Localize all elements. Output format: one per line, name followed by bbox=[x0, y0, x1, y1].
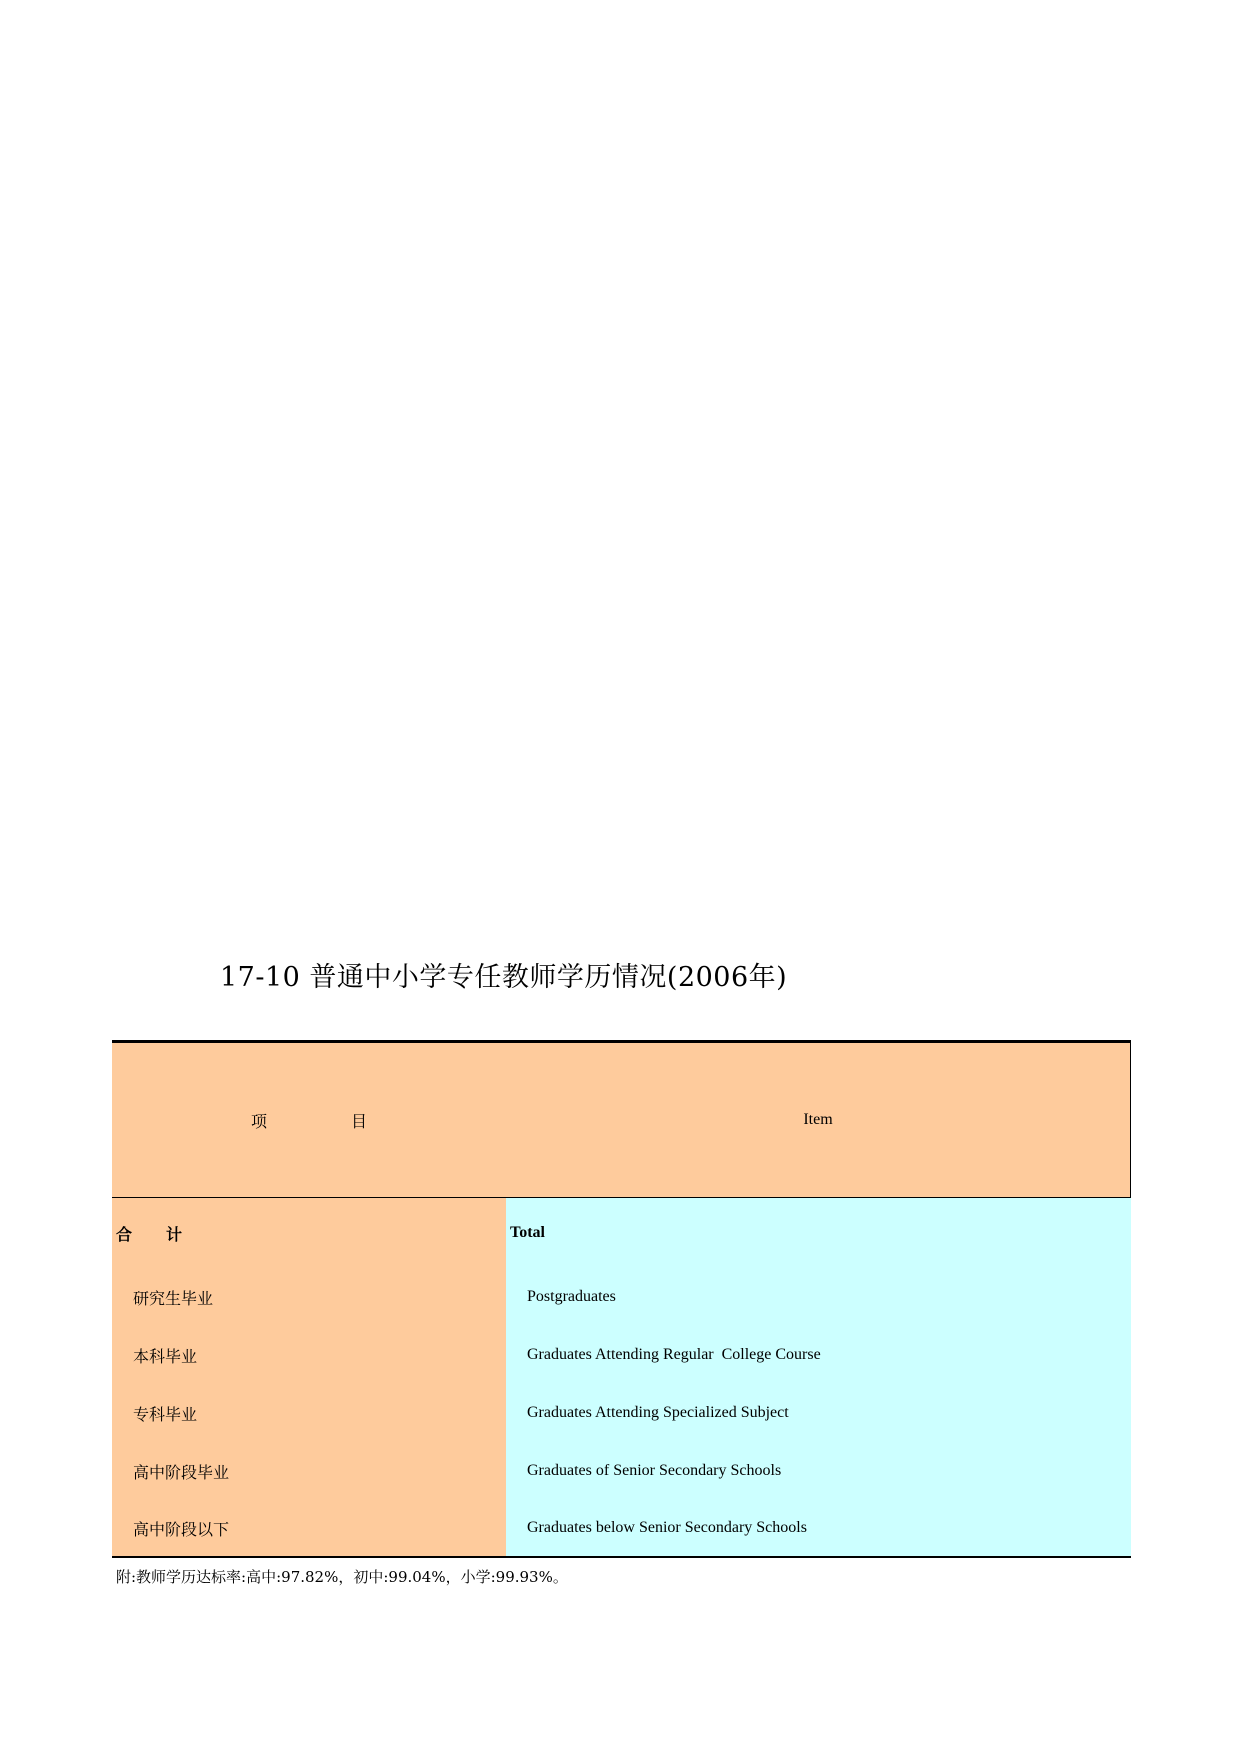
table-body bbox=[112, 1198, 1131, 1556]
row-senior-secondary-cn: 高中阶段毕业 bbox=[133, 1462, 230, 1482]
row-senior-secondary-en: Graduates of Senior Secondary Schools bbox=[527, 1462, 782, 1479]
table-header-row bbox=[112, 1043, 1131, 1198]
header-item-en: Item bbox=[803, 1111, 833, 1128]
education-table bbox=[112, 1040, 1131, 1558]
column-en bbox=[506, 1198, 1131, 1556]
row-postgraduates-cn: 研究生毕业 bbox=[133, 1288, 214, 1308]
table-bottom-rule bbox=[112, 1556, 1131, 1558]
header-item-cn bbox=[112, 1043, 506, 1197]
row-specialized-cn: 专科毕业 bbox=[133, 1404, 198, 1424]
row-regular-college-en: Graduates Attending Regular College Course bbox=[527, 1346, 821, 1363]
row-total-en: Total bbox=[510, 1224, 545, 1241]
header-cn-char-1: 项 bbox=[250, 1111, 267, 1131]
row-total-cn-char-1: 合 bbox=[116, 1224, 133, 1244]
row-below-senior-en: Graduates below Senior Secondary Schools bbox=[527, 1519, 807, 1536]
row-total-cn bbox=[112, 1198, 506, 1268]
row-postgraduates-en: Postgraduates bbox=[527, 1288, 616, 1305]
column-cn bbox=[112, 1198, 506, 1556]
row-below-senior-cn: 高中阶段以下 bbox=[133, 1519, 230, 1539]
page-title: 17-10 普通中小学专任教师学历情况(2006年) bbox=[220, 962, 788, 993]
row-regular-college-cn: 本科毕业 bbox=[133, 1346, 198, 1366]
row-total-cn-char-2: 计 bbox=[166, 1224, 183, 1244]
row-specialized-en: Graduates Attending Specialized Subject bbox=[527, 1404, 789, 1421]
footnote: 附:教师学历达标率:高中:97.82%，初中:99.04%，小学:99.93%。 bbox=[116, 1568, 568, 1586]
header-cn-char-2: 目 bbox=[351, 1111, 368, 1131]
